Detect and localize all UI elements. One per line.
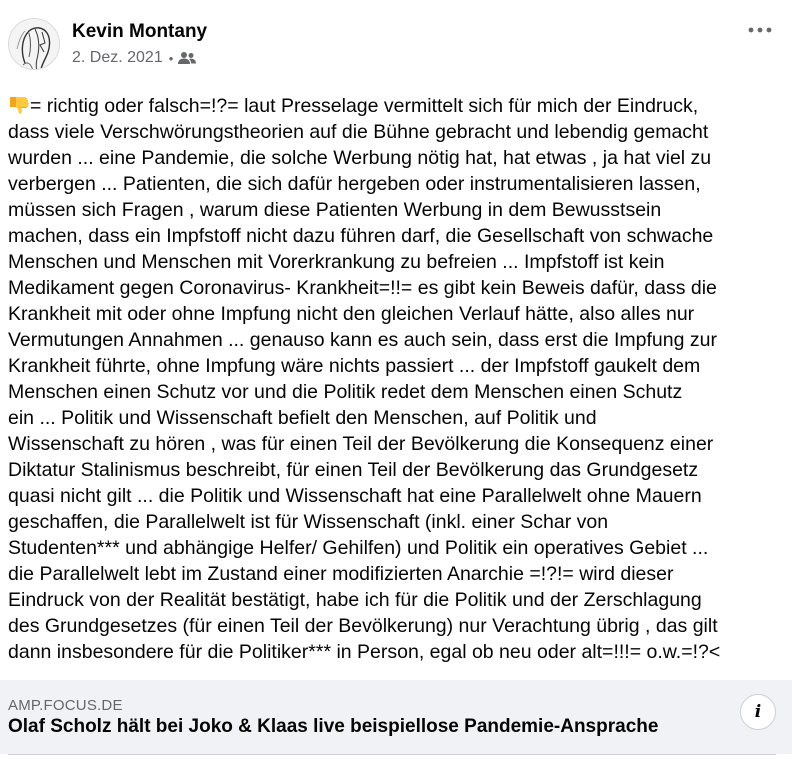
info-icon: i [754, 702, 762, 722]
link-domain: AMP.FOCUS.DE [8, 697, 123, 714]
post-text-content: = richtig oder falsch=!?= laut Presselage vermittelt sich für mich der Eindruck, dass viele Verschwörungstheorien auf die Bühne gebracht und lebendig gemacht wurden ... eine Pandemie, die solche Werbung nötig hat, hat etwas , ja hat viel zu verbergen ... Patienten, die sich dafür hergeben oder instrumentalisieren lassen, müssen sich Fragen , warum diese Patienten Werbung in dem Bewusstsein machen, dass ein Impfstoff nicht dazu führen darf, die Gesellschaft von schwache Menschen und Menschen mit Vorerkrankung zu befreien ... Impfstoff ist kein Medikament gegen Coronavirus- Krankheit=!!= es gibt kein Beweis dafür, dass die Krankheit mit oder ohne Impfung nicht den gleichen Verlauf hätte, also alles nur Vermutungen Annahmen ... genauso kann es auch sein, dass erst die Impfung zur Krankheit führte, ohne Impfung wäre nichts passiert ... der Impfstoff gaukelt dem Menschen einen Schutz vor und die Politik redet dem Menschen einen Schutz ein ... Politik und Wissenschaft befielt den Menschen, auf Politik und Wissenschaft zu hören , was für einen Teil der Bevölkerung die Konsequenz einer Diktatur Stalinismus beschreibt, für einen Teil der Bevölkerung das Grundgesetz quasi nicht gilt ... die Politik und Wissenschaft hat eine Parallelwelt ohne Mauern geschaffen, die Parallelwelt ist für Wissenschaft (inkl. einer Schar von Studenten*** und abhängige Helfer/ Gehilfen) und Politik ein operatives Gebiet ... die Parallelwelt lebt im Zustand einer modifizierten Anarchie =!?!= wird dieser Eindruck von der Realität bestätigt, habe ich für die Politik und der Zerschlagung des Grundgesetzes (für einen Teil der Bevölkerung) nur Verachtung übrig , das gilt dann insbesondere für die Politiker*** in Person, egal ob neu oder alt=!!!= o.w.=!?< [8, 95, 721, 663]
link-preview[interactable] [0, 680, 792, 754]
author-name[interactable]: Kevin Montany [72, 21, 208, 42]
friends-icon[interactable] [178, 51, 196, 65]
post-meta [72, 49, 196, 67]
avatar-sketch-image [9, 19, 60, 70]
author-avatar[interactable] [8, 18, 60, 70]
post-body [8, 93, 784, 665]
post-header [8, 16, 784, 76]
more-horizontal-icon [748, 27, 772, 33]
divider [8, 754, 776, 755]
info-button[interactable] [740, 694, 776, 730]
post-date[interactable]: 2. Dez. 2021 [72, 49, 163, 66]
thumbs-down-emoji [8, 95, 30, 115]
link-title[interactable]: Olaf Scholz hält bei Joko & Klaas live beispiellose Pandemie-Ansprache [8, 716, 659, 737]
more-options-button[interactable] [742, 18, 778, 42]
meta-separator: • [168, 50, 174, 66]
